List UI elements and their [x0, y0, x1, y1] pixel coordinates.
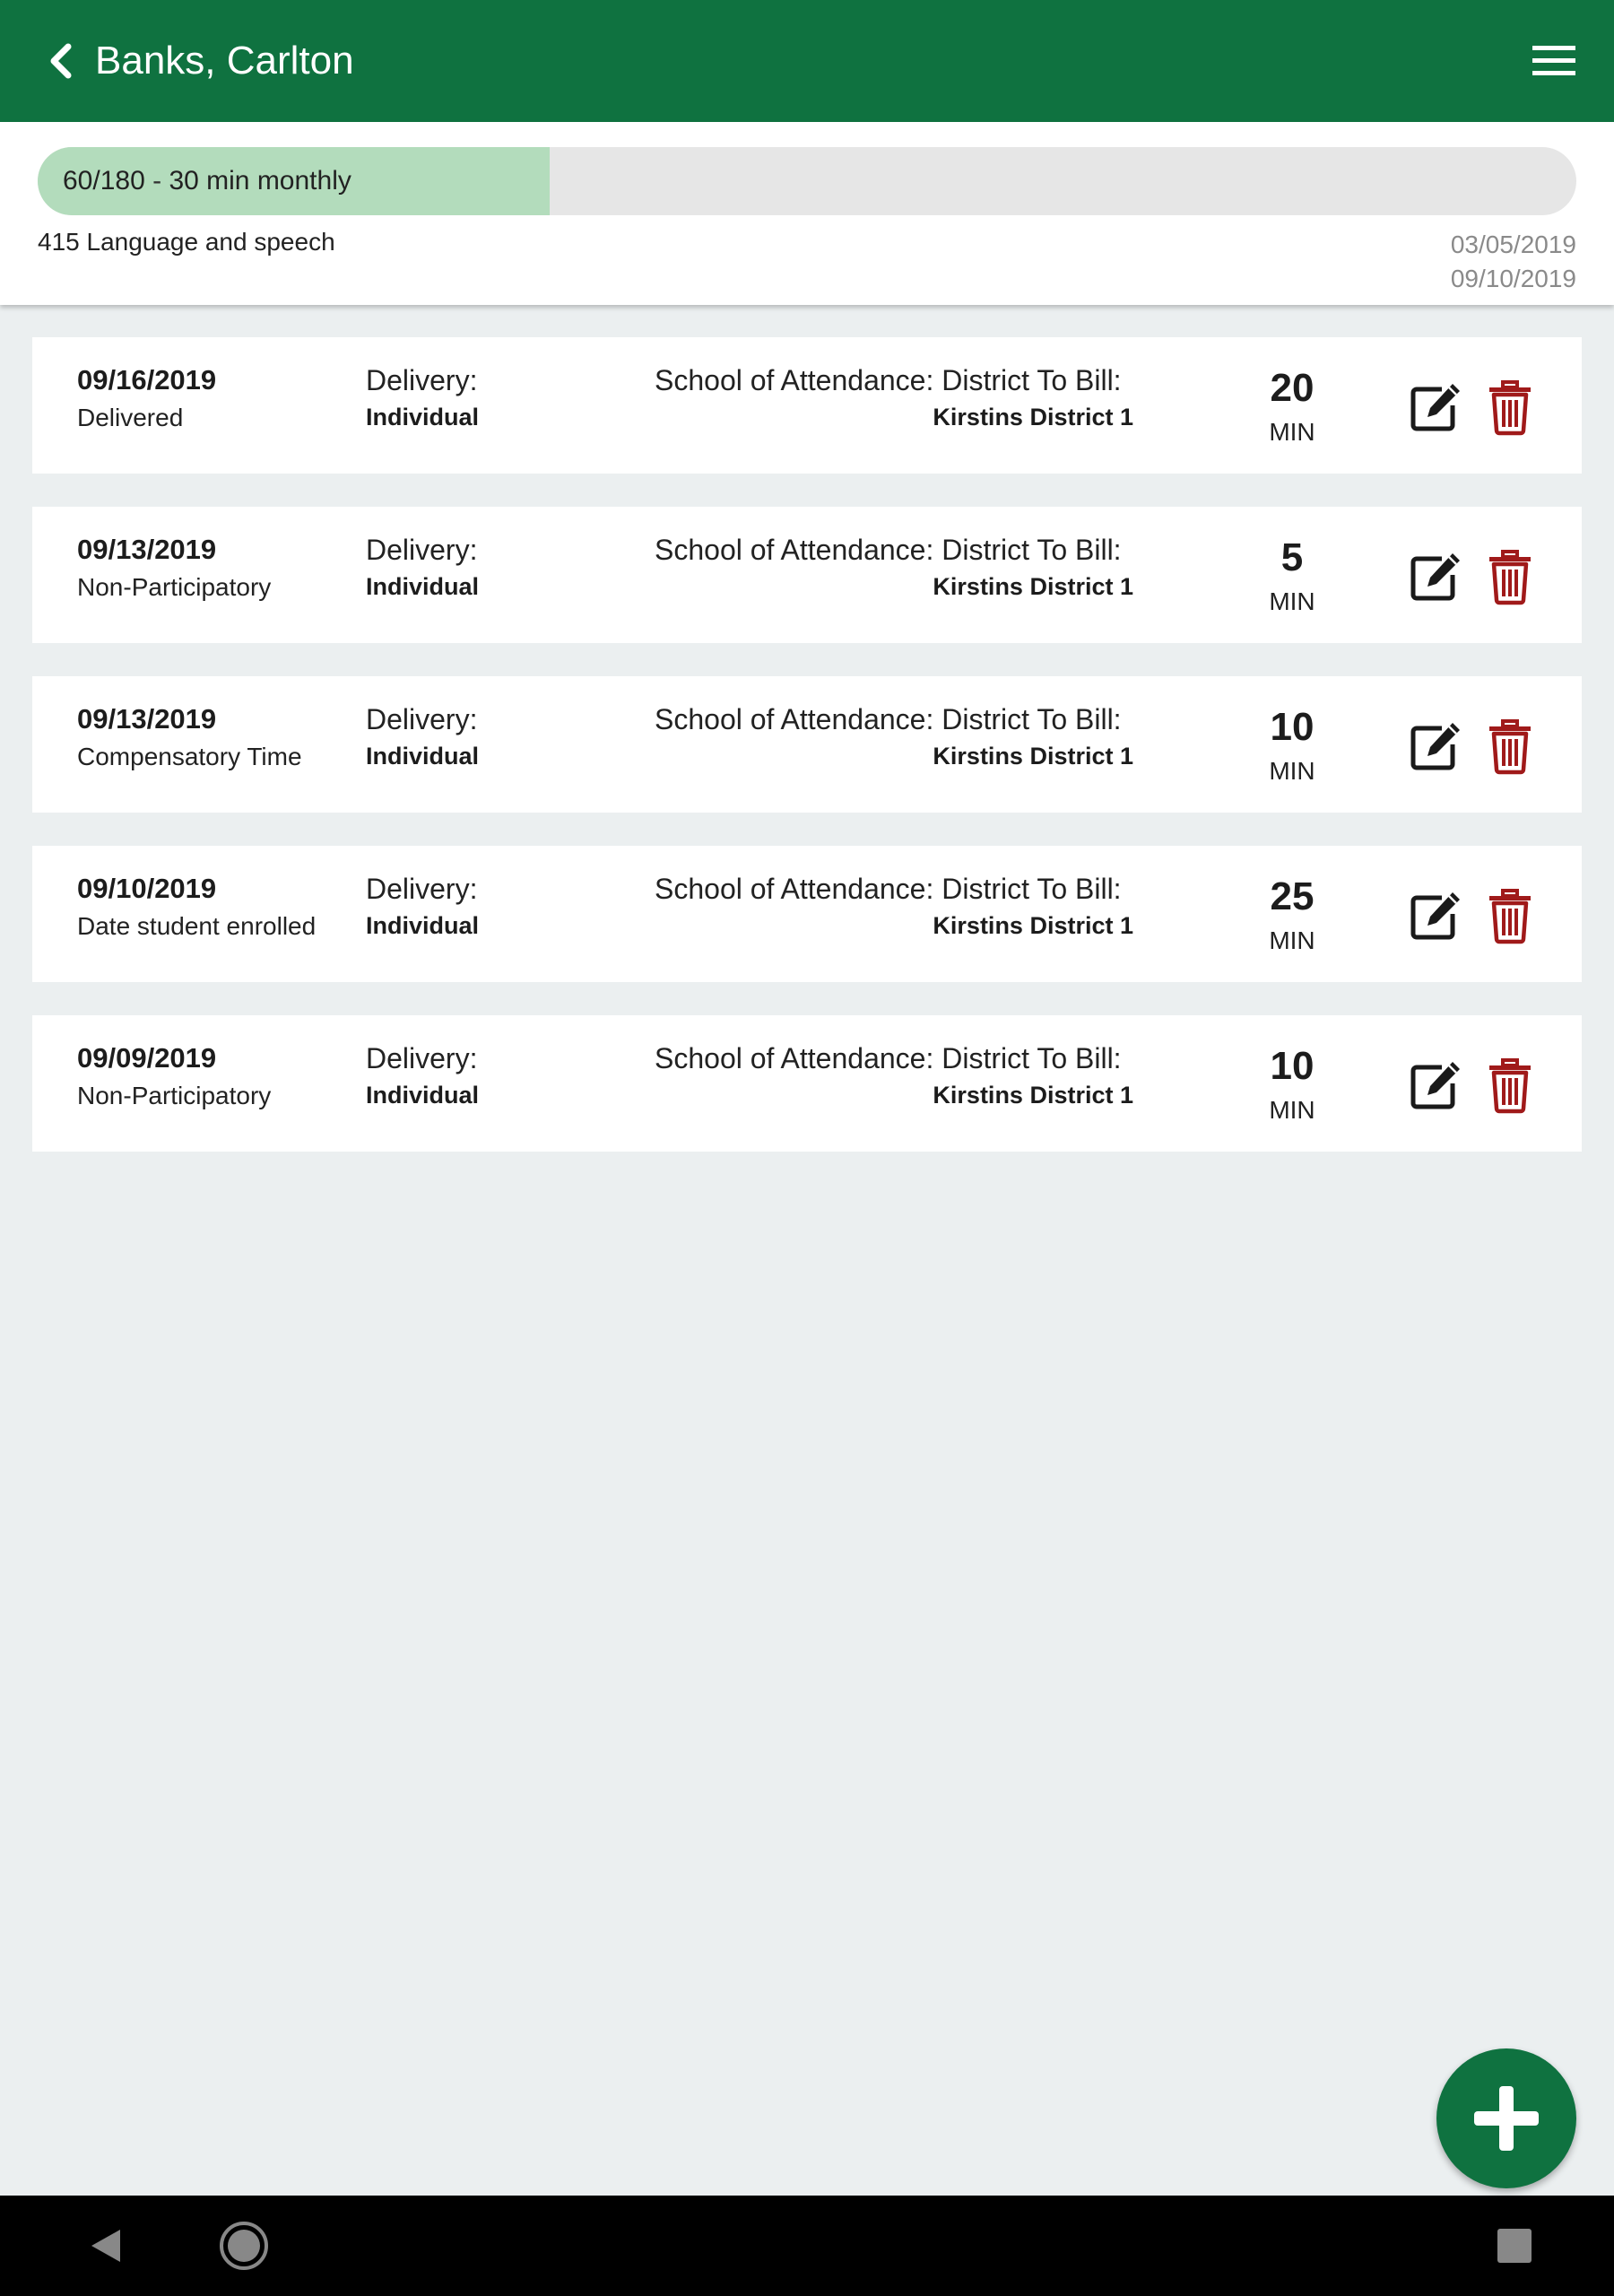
service-name: 415 Language and speech	[38, 228, 335, 256]
back-button[interactable]	[25, 25, 97, 97]
delivery-value: Individual	[366, 743, 480, 770]
district-value: Kirstins District 1	[933, 404, 1133, 430]
delete-button[interactable]	[1485, 887, 1535, 944]
session-date: 09/13/2019	[77, 534, 217, 565]
hamburger-menu-icon	[1531, 43, 1577, 79]
session-status: Delivered	[77, 404, 184, 431]
minutes-unit: MIN	[1269, 926, 1315, 954]
district-value: Kirstins District 1	[933, 573, 1133, 600]
edit-icon	[1406, 548, 1463, 605]
delete-button[interactable]	[1485, 718, 1535, 775]
session-card[interactable]	[32, 676, 1582, 813]
delete-button[interactable]	[1485, 1057, 1535, 1114]
add-session-button[interactable]	[1436, 2048, 1576, 2188]
edit-icon	[1406, 718, 1463, 775]
school-district-label: School of Attendance: District To Bill:	[655, 364, 1122, 396]
progress-frequency: 30 min monthly	[169, 166, 351, 196]
edit-icon	[1406, 1057, 1463, 1114]
progress-label	[63, 147, 351, 215]
edit-button[interactable]	[1406, 1057, 1463, 1114]
chevron-left-icon	[43, 41, 79, 81]
delivery-value: Individual	[366, 404, 480, 430]
minutes-unit: MIN	[1269, 757, 1315, 785]
menu-button[interactable]	[1517, 25, 1591, 97]
progress-count: 60/180	[63, 166, 145, 196]
session-status: Compensatory Time	[77, 743, 302, 770]
edit-button[interactable]	[1406, 548, 1463, 605]
progress-separator: -	[144, 166, 169, 196]
minutes-unit: MIN	[1269, 587, 1315, 615]
trash-icon	[1485, 548, 1535, 605]
session-card[interactable]	[32, 1015, 1582, 1152]
district-value: Kirstins District 1	[933, 743, 1133, 770]
nav-home-icon	[215, 2217, 273, 2274]
app-bar	[0, 0, 1614, 122]
edit-button[interactable]	[1406, 378, 1463, 436]
session-card[interactable]	[32, 507, 1582, 643]
delete-button[interactable]	[1485, 548, 1535, 605]
system-nav-bar	[0, 2196, 1614, 2296]
district-value: Kirstins District 1	[933, 1082, 1133, 1109]
nav-back-icon	[81, 2219, 134, 2273]
delivery-label: Delivery:	[366, 703, 478, 735]
session-minutes: 10	[1270, 705, 1315, 749]
edit-button[interactable]	[1406, 887, 1463, 944]
page-title: Banks, Carlton	[95, 39, 354, 83]
edit-icon	[1406, 378, 1463, 436]
delivery-label: Delivery:	[366, 534, 478, 566]
session-date: 09/13/2019	[77, 703, 217, 735]
system-back-button[interactable]	[81, 2219, 134, 2273]
delete-button[interactable]	[1485, 378, 1535, 436]
session-minutes: 10	[1270, 1044, 1315, 1088]
edit-icon	[1406, 887, 1463, 944]
delivery-label: Delivery:	[366, 1042, 478, 1074]
minutes-unit: MIN	[1269, 1096, 1315, 1124]
plus-icon	[1471, 2083, 1542, 2154]
system-home-button[interactable]	[215, 2217, 273, 2274]
start-date: 03/05/2019	[1450, 230, 1576, 258]
end-date: 09/10/2019	[1450, 265, 1576, 292]
trash-icon	[1485, 1057, 1535, 1114]
school-district-label: School of Attendance: District To Bill:	[655, 873, 1122, 905]
session-status: Non-Participatory	[77, 573, 272, 601]
edit-button[interactable]	[1406, 718, 1463, 775]
session-minutes: 20	[1270, 366, 1315, 410]
minutes-progress-bar	[38, 147, 1576, 215]
session-minutes: 5	[1280, 535, 1304, 579]
session-status: Date student enrolled	[77, 912, 317, 940]
trash-icon	[1485, 718, 1535, 775]
delivery-value: Individual	[366, 912, 480, 939]
session-date: 09/16/2019	[77, 364, 217, 396]
trash-icon	[1485, 887, 1535, 944]
service-summary	[0, 122, 1614, 305]
session-status: Non-Participatory	[77, 1082, 272, 1109]
delivery-value: Individual	[366, 573, 480, 600]
nav-recents-icon	[1492, 2222, 1537, 2269]
system-recents-button[interactable]	[1492, 2222, 1537, 2269]
delivery-value: Individual	[366, 1082, 480, 1109]
session-date: 09/09/2019	[77, 1042, 217, 1074]
district-value: Kirstins District 1	[933, 912, 1133, 939]
session-list	[32, 337, 1582, 1185]
session-minutes: 25	[1270, 874, 1315, 918]
delivery-label: Delivery:	[366, 364, 478, 396]
minutes-unit: MIN	[1269, 418, 1315, 446]
session-date: 09/10/2019	[77, 873, 217, 904]
school-district-label: School of Attendance: District To Bill:	[655, 1042, 1122, 1074]
session-card[interactable]	[32, 846, 1582, 982]
service-date-range	[1451, 228, 1576, 296]
trash-icon	[1485, 378, 1535, 436]
school-district-label: School of Attendance: District To Bill:	[655, 534, 1122, 566]
school-district-label: School of Attendance: District To Bill:	[655, 703, 1122, 735]
session-card[interactable]	[32, 337, 1582, 474]
delivery-label: Delivery:	[366, 873, 478, 905]
